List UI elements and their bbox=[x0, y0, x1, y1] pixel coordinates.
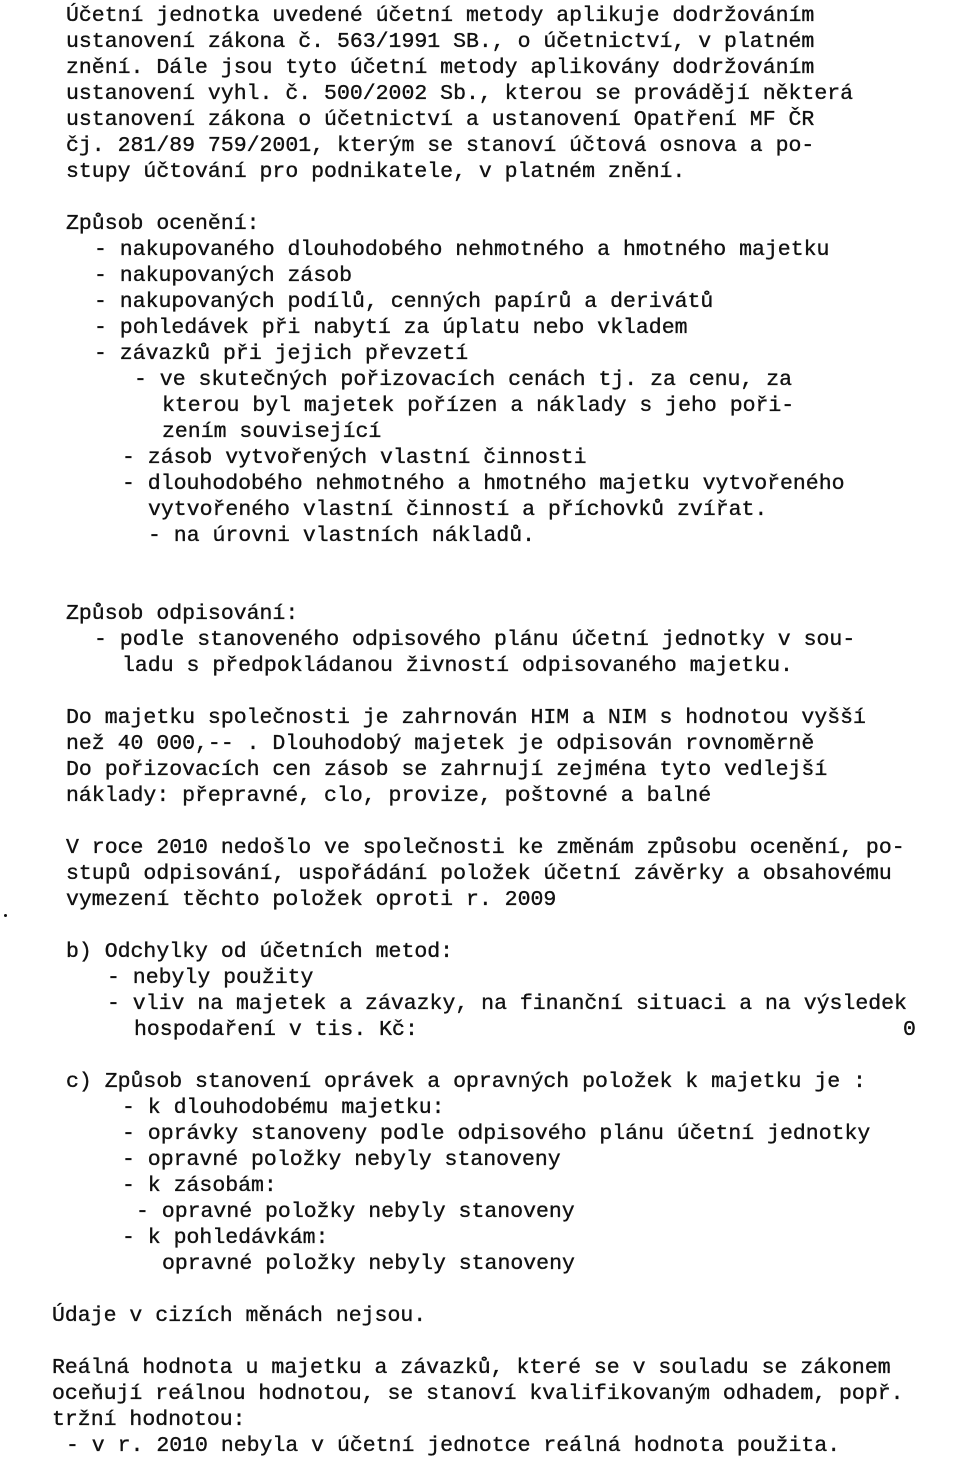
fair-value-line: oceňují reálnou hodnotou, se stanoví kvalifikovaným odhadem, popř. bbox=[52, 1382, 904, 1406]
section-c-line: - oprávky stanoveny podle odpisového plánu účetní jednotky bbox=[122, 1122, 871, 1146]
section-c-line: - opravné položky nebyly stanoveny bbox=[122, 1148, 561, 1172]
fair-value-line: - v r. 2010 nebyla v účetní jednotce reálná hodnota použita. bbox=[66, 1434, 841, 1458]
depreciation-heading: Způsob odpisování: bbox=[66, 602, 299, 626]
fair-value-line: Reálná hodnota u majetku a závazků, které se v souladu se zákonem bbox=[52, 1356, 891, 1380]
intro-line: ustanovení zákona o účetnictví a ustanovení Opatření MF ČR bbox=[66, 108, 815, 132]
section-b-heading: b) Odchylky od účetních metod: bbox=[66, 940, 454, 964]
valuation-item: - závazků při jejich převzetí bbox=[94, 342, 469, 366]
asset-note-line: náklady: přepravné, clo, provize, poštovné a balné bbox=[66, 784, 712, 808]
asset-note-line: Do majetku společnosti je zahrnován HIM a NIM s hodnotou vyšší bbox=[66, 706, 866, 730]
valuation-purchase-cost: kterou byl majetek pořízen a náklady s jeho poři- bbox=[162, 394, 795, 418]
section-c-line: - k zásobám: bbox=[122, 1174, 277, 1198]
valuation-item: - nakupovaného dlouhodobého nehmotného a hmotného majetku bbox=[94, 238, 830, 262]
asset-note-line: Do pořizovacích cen zásob se zahrnují zejména tyto vedlejší bbox=[66, 758, 828, 782]
valuation-item: - nakupovaných podílů, cenných papírů a derivátů bbox=[94, 290, 714, 314]
valuation-purchase-cost: - ve skutečných pořizovacích cenách tj. za cenu, za bbox=[134, 368, 793, 392]
valuation-own-item: - dlouhodobého nehmotného a hmotného majetku vytvořeného bbox=[122, 472, 845, 496]
section-c-heading: c) Způsob stanovení oprávek a opravných položek k majetku je : bbox=[66, 1070, 866, 1094]
asset-note-line: než 40 000,-- . Dlouhodobý majetek je odpisován rovnoměrně bbox=[66, 732, 815, 756]
depreciation-line: - podle stanoveného odpisového plánu účetní jednotky v sou- bbox=[94, 628, 856, 652]
changes-2010-line: V roce 2010 nedošlo ve společnosti ke změnám způsobu ocenění, po- bbox=[66, 836, 905, 860]
fair-value-line: tržní hodnotou: bbox=[52, 1408, 246, 1432]
valuation-item: - nakupovaných zásob bbox=[94, 264, 353, 288]
changes-2010-line: stupů odpisování, uspořádání položek účetní závěrky a obsahovému bbox=[66, 862, 892, 886]
section-c-line: - k dlouhodobému majetku: bbox=[122, 1096, 445, 1120]
valuation-own-item: vytvořeného vlastní činností a příchovků zvířat. bbox=[148, 498, 768, 522]
intro-line: ustanovení vyhl. č. 500/2002 Sb., kterou se provádějí některá bbox=[66, 82, 854, 106]
margin-dot bbox=[4, 914, 7, 917]
intro-line: ustanovení zákona č. 563/1991 SB., o účetnictví, v platném bbox=[66, 30, 815, 54]
section-c-line: opravné položky nebyly stanoveny bbox=[162, 1252, 575, 1276]
intro-line: stupy účtování pro podnikatele, v platném znění. bbox=[66, 160, 686, 184]
section-b-line: - nebyly použity bbox=[107, 966, 314, 990]
section-b-line: - vliv na majetek a závazky, na finanční situaci a na výsledek bbox=[107, 992, 907, 1016]
valuation-heading: Způsob ocenění: bbox=[66, 212, 260, 236]
depreciation-line: ladu s předpokládanou živností odpisovaného majetku. bbox=[122, 654, 793, 678]
section-c-line: - k pohledávkám: bbox=[122, 1226, 329, 1250]
valuation-own-item: - zásob vytvořených vlastní činnosti bbox=[122, 446, 587, 470]
valuation-purchase-cost: zením související bbox=[162, 420, 382, 444]
intro-line: Účetní jednotka uvedené účetní metody aplikuje dodržováním bbox=[66, 4, 815, 28]
section-b-line: hospodaření v tis. Kč: bbox=[134, 1018, 418, 1042]
changes-2010-line: vymezení těchto položek oproti r. 2009 bbox=[66, 888, 557, 912]
valuation-own-cost: - na úrovni vlastních nákladů. bbox=[148, 524, 536, 548]
foreign-currency-note: Údaje v cizích měnách nejsou. bbox=[52, 1304, 427, 1328]
intro-line: čj. 281/89 759/2001, kterým se stanoví účtová osnova a po- bbox=[66, 134, 815, 158]
valuation-item: - pohledávek při nabytí za úplatu nebo vkladem bbox=[94, 316, 688, 340]
section-c-line: - opravné položky nebyly stanoveny bbox=[136, 1200, 575, 1224]
intro-line: znění. Dále jsou tyto účetní metody aplikovány dodržováním bbox=[66, 56, 815, 80]
section-b-value: 0 bbox=[903, 1018, 916, 1042]
